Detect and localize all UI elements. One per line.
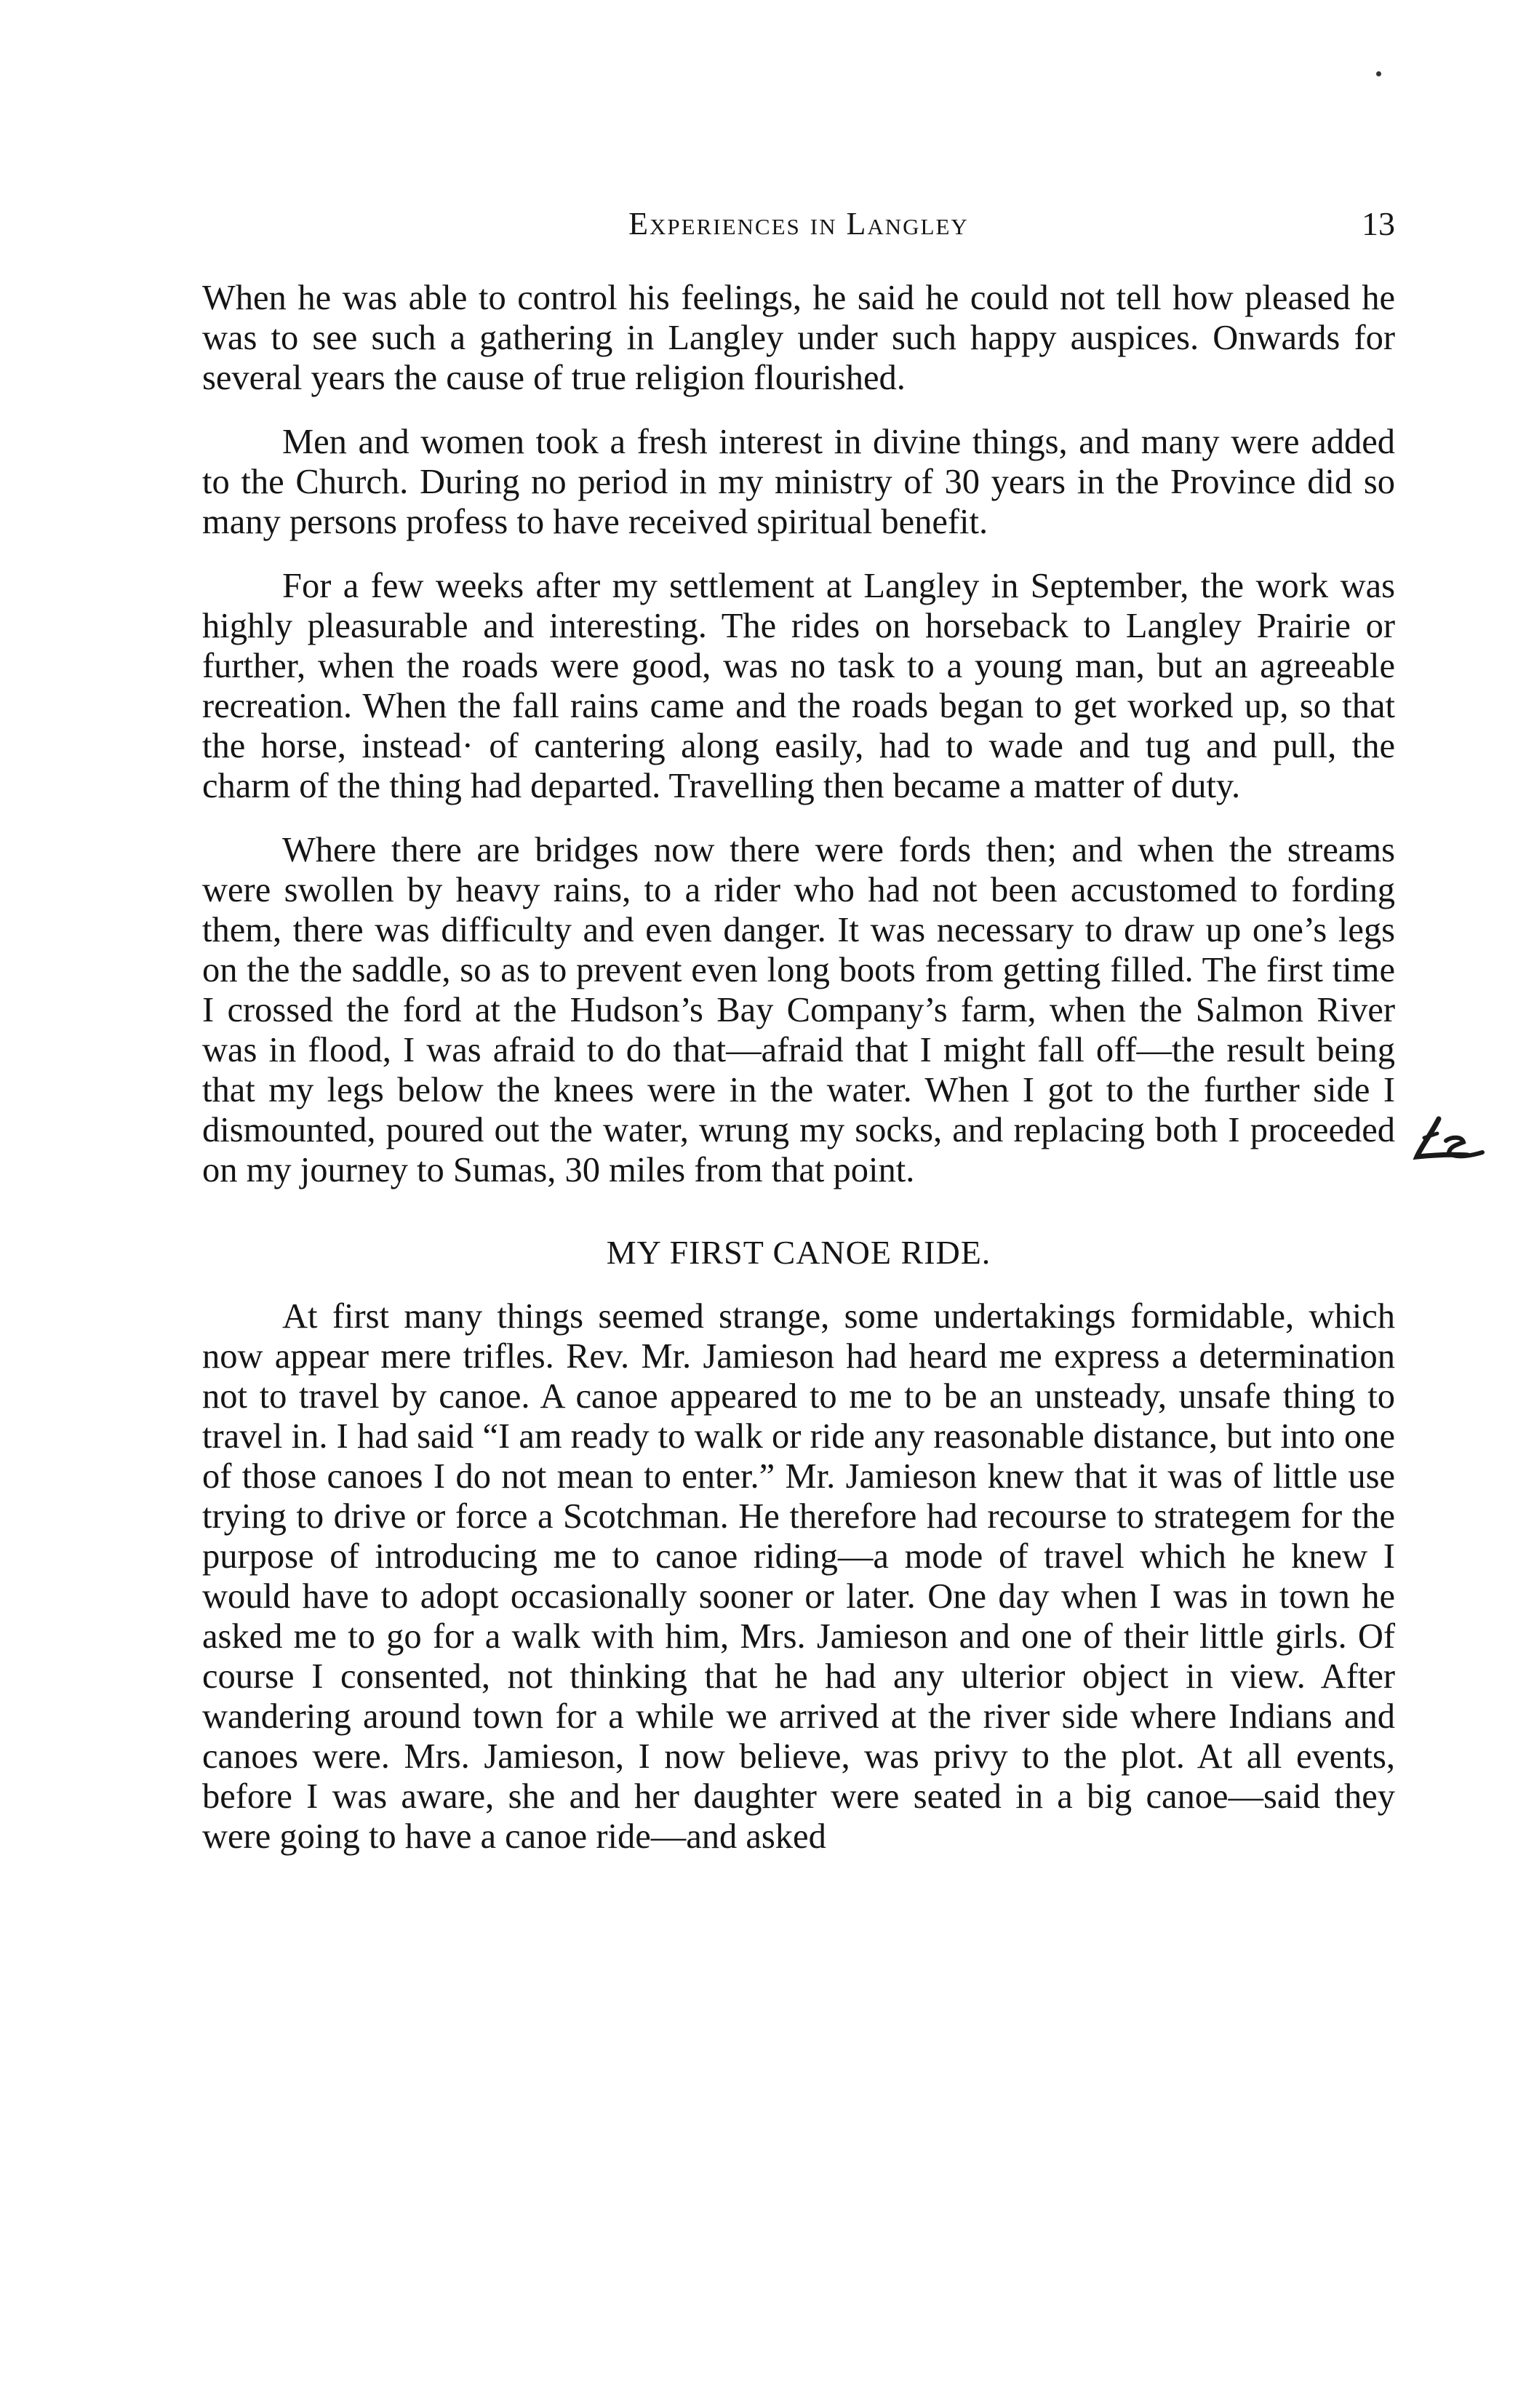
body-text — [202, 278, 1395, 1881]
paragraph-5: At first many things seemed strange, some undertakings formidable, which now appear mere trifles. Rev. Mr. Jamieson had heard me express a determination not to travel by canoe. A canoe appeared to me to be an unsteady, unsafe thing to travel in. I had said “I am ready to walk or ride any reasonable distance, but into one of those canoes I do not mean to enter.” Mr. Jamieson knew that it was of little use trying to drive or force a Scotchman. He therefore had recourse to strategem for the purpose of introducing me to canoe riding—a mode of travel which he knew I would have to adopt occasionally sooner or later. One day when I was in town he asked me to go for a walk with him, Mrs. Jamieson and one of their little girls. Of course I consented, not thinking that he had any ulterior object in view. After wandering around town for a while we arrived at the river side where Indians and canoes were. Mrs. Jamieson, I now believe, was privy to the plot. At all events, before I was aware, she and her daughter were seated in a big canoe—said they were going to have a canoe ride—and asked — [202, 1297, 1395, 1856]
paragraph-2: Men and women took a fresh interest in divine things, and many were added to the Church. During no period in my ministry of 30 years in the Province did so many persons profess to have received spiritual benefit. — [202, 423, 1395, 541]
handwritten-margin-annotation — [1410, 1112, 1491, 1170]
paragraph-4: Where there are bridges now there were fords then; and when the streams were swollen by heavy rains, to a rider who had not been accustomed to fording them, there was difficulty and even danger. It was necessary to draw up one’s legs on the the saddle, so as to prevent even long boots from getting filled. The first time I crossed the ford at the Hudson’s Bay Company’s farm, when the Salmon River was in flood, I was afraid to do that—afraid that I might fall off—the result being that my legs below the knees were in the water. When I got to the further side I dismounted, poured out the water, wrung my socks, and replacing both I proceeded on my journey to Sumas, 30 miles from that point. — [202, 831, 1395, 1189]
stray-ink-dot — [1376, 71, 1381, 76]
running-header — [202, 202, 1395, 246]
paragraph-1: When he was able to control his feelings, he said he could not tell how pleased he was to see such a gathering in Langley under such happy auspices. Onwards for several years the cause of true religion flourished. — [202, 279, 1395, 397]
page-number: 13 — [1362, 205, 1395, 242]
paragraph-3: For a few weeks after my settlement at Langley in September, the work was highly pleasurable and interesting. The rides on horseback to Langley Prairie or further, when the roads were good, was no task to a young man, but an agreeable recreation. When the fall rains came and the roads began to get worked up, so that the horse, instead· of cantering along easily, had to wade and tug and pull, the charm of the thing had departed. Travelling then became a matter of duty. — [202, 567, 1395, 805]
section-heading: MY FIRST CANOE RIDE. — [606, 1234, 991, 1271]
running-title: Experiences in Langley — [628, 206, 969, 242]
